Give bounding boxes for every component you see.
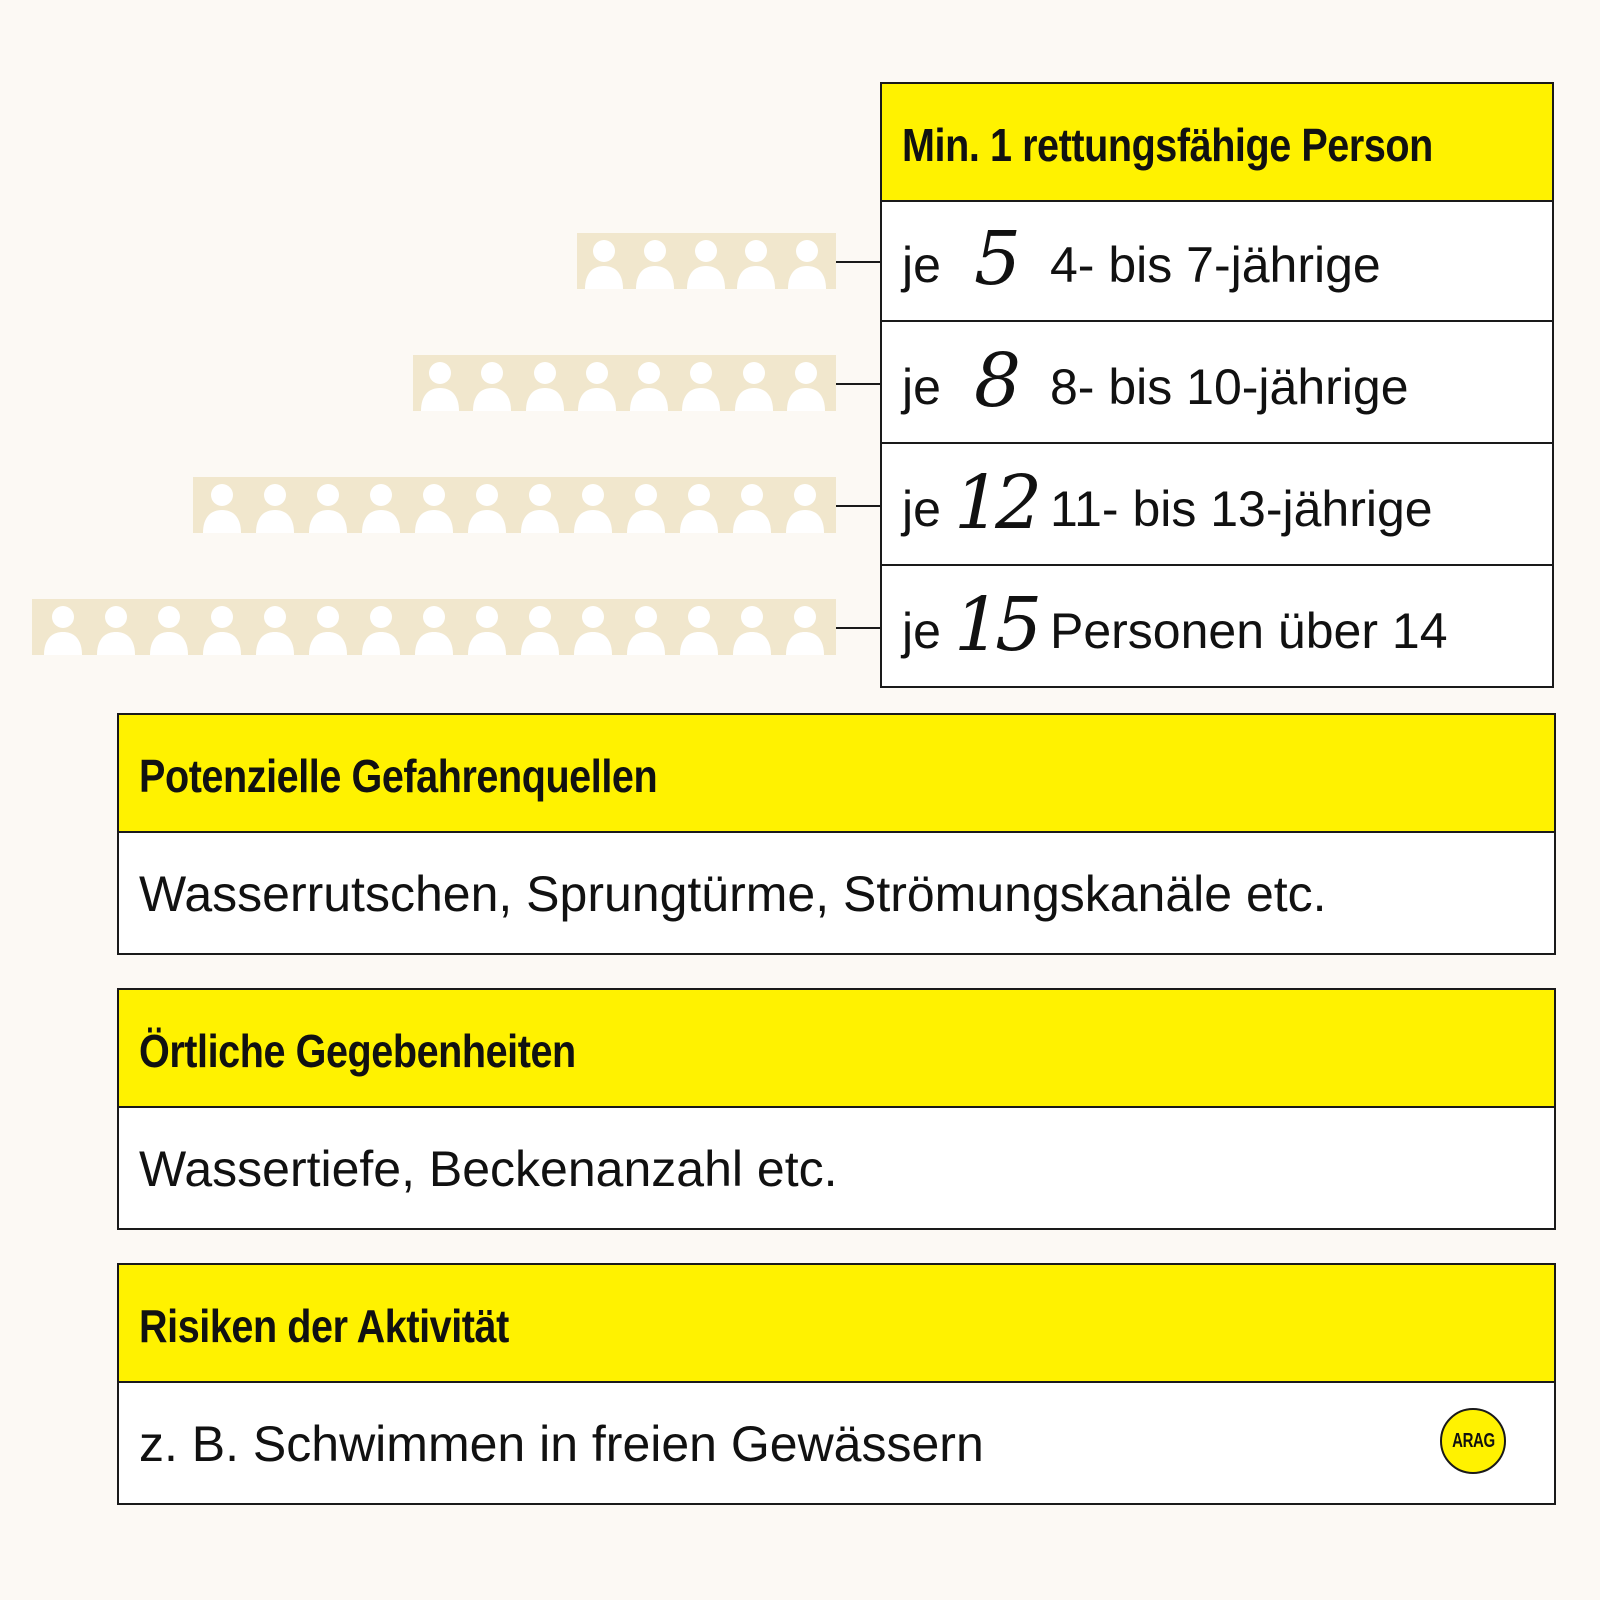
age-group-label: 4- bis 7-jährige (1050, 237, 1381, 293)
section-title: Potenzielle Gefahrenquellen (139, 750, 658, 802)
ratio-number: 5 (974, 216, 1016, 302)
connector-line (836, 627, 880, 629)
person-icon (674, 355, 726, 411)
person-icon (729, 233, 780, 289)
rescuer-header-title: Min. 1 rettungsfähige Person (902, 119, 1433, 171)
person-icon (619, 477, 672, 533)
ratio-number: 8 (974, 338, 1016, 424)
person-icon (248, 477, 301, 533)
person-icon (727, 355, 779, 411)
person-icon (248, 599, 301, 655)
person-icon (465, 355, 517, 411)
section-body (117, 1106, 1556, 1230)
je-label: je (902, 603, 941, 659)
person-icon (622, 355, 674, 411)
section-text: z. B. Schwimmen in freien Gewässern (139, 1416, 984, 1472)
people-strip (413, 355, 836, 411)
rescuer-row (880, 200, 1554, 322)
person-icon (577, 233, 628, 289)
person-icon (142, 599, 195, 655)
age-group-label: 11- bis 13-jährige (1050, 481, 1433, 537)
section-title: Örtliche Gegebenheiten (139, 1025, 576, 1077)
section-body (117, 831, 1556, 955)
person-icon (460, 599, 513, 655)
connector-line (836, 383, 880, 385)
je-label: je (902, 359, 941, 415)
section-text: Wasserrutschen, Sprungtürme, Strömungskanäle etc. (139, 866, 1327, 922)
person-icon (413, 355, 465, 411)
person-icon (301, 599, 354, 655)
person-icon (570, 355, 622, 411)
person-icon (672, 477, 725, 533)
person-icon (778, 477, 831, 533)
ratio-number: 15 (954, 582, 1037, 668)
age-group-label: Personen über 14 (1050, 603, 1448, 659)
person-icon (672, 599, 725, 655)
rescuer-row (880, 442, 1554, 566)
section-header (117, 1263, 1556, 1383)
arag-logo (1440, 1408, 1506, 1474)
person-icon (407, 599, 460, 655)
person-icon (195, 599, 248, 655)
je-label: je (902, 481, 941, 537)
person-icon (566, 477, 619, 533)
person-icon (354, 599, 407, 655)
person-icon (89, 599, 142, 655)
person-icon (195, 477, 248, 533)
connector-line (836, 261, 880, 263)
section-title: Risiken der Aktivität (139, 1300, 509, 1352)
person-icon (513, 477, 566, 533)
person-icon (566, 599, 619, 655)
person-icon (779, 355, 831, 411)
section-header (117, 988, 1556, 1108)
people-strip (577, 233, 836, 289)
ratio-number: 12 (954, 460, 1037, 546)
person-icon (513, 599, 566, 655)
person-icon (619, 599, 672, 655)
person-icon (36, 599, 89, 655)
person-icon (301, 477, 354, 533)
section-text: Wassertiefe, Beckenanzahl etc. (139, 1141, 838, 1197)
connector-line (836, 505, 880, 507)
person-icon (780, 233, 831, 289)
je-label: je (902, 237, 941, 293)
logo-text: ARAG (1451, 1429, 1495, 1452)
person-icon (628, 233, 679, 289)
person-icon (778, 599, 831, 655)
section-body (117, 1381, 1556, 1505)
rescuer-row (880, 320, 1554, 444)
people-strip (193, 477, 836, 533)
rescuer-header (880, 82, 1554, 202)
person-icon (725, 477, 778, 533)
person-icon (679, 233, 730, 289)
person-icon (354, 477, 407, 533)
section-header (117, 713, 1556, 833)
rescuer-row (880, 564, 1554, 688)
person-icon (460, 477, 513, 533)
person-icon (725, 599, 778, 655)
people-strip (32, 599, 836, 655)
person-icon (407, 477, 460, 533)
age-group-label: 8- bis 10-jährige (1050, 359, 1409, 415)
person-icon (518, 355, 570, 411)
